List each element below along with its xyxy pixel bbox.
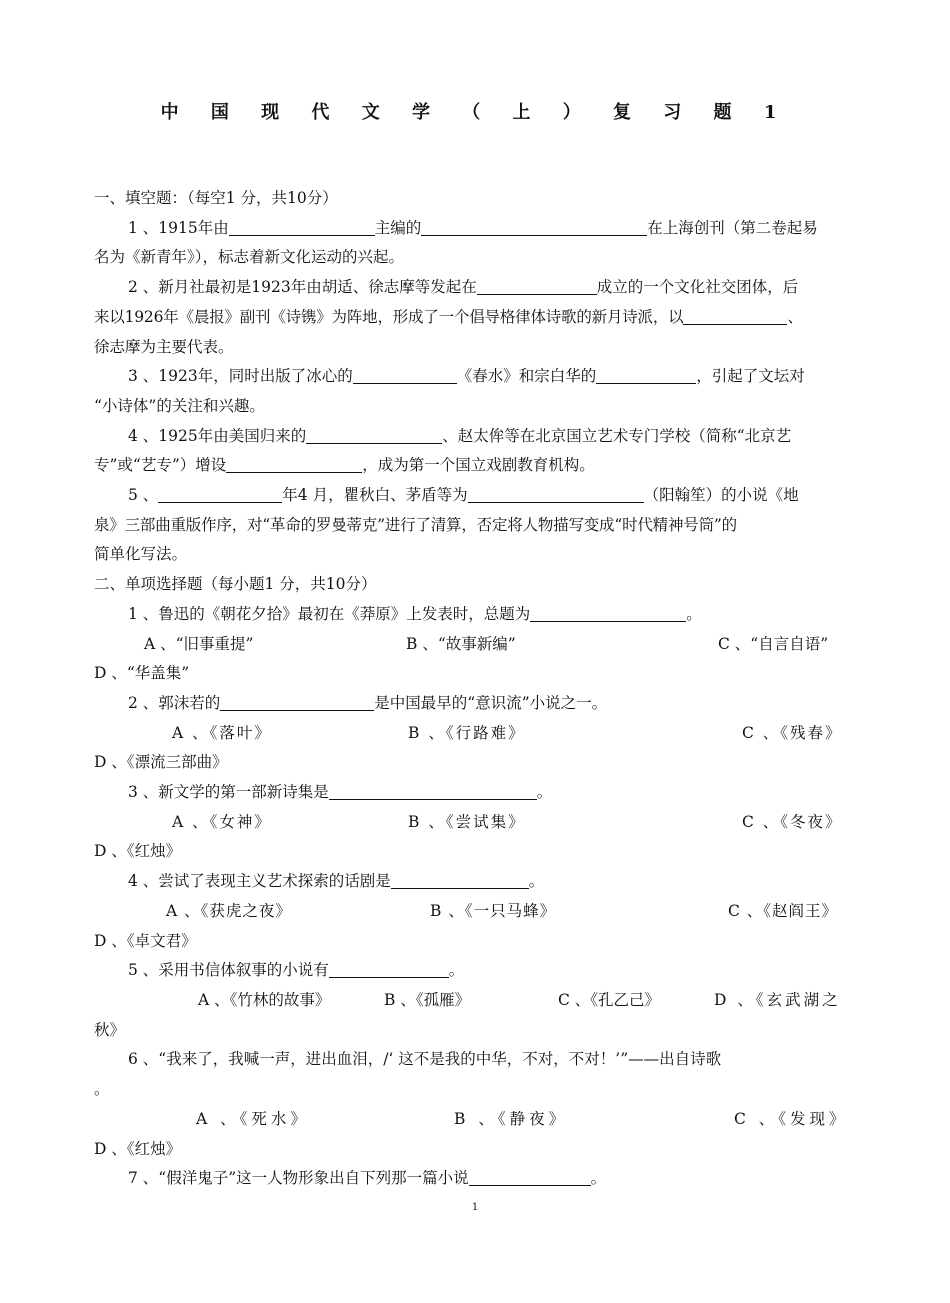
fill-question-2 [94, 273, 860, 303]
option-d: D 、《红烛》 [94, 842, 182, 861]
choice-question-4 [94, 867, 860, 897]
choice-question-1 [94, 600, 860, 630]
document-title: 中 国 现 代 文 学 （ 上 ） 复 习 题 1 [160, 102, 790, 123]
fill-question-2-cont [94, 303, 860, 333]
q-text: 在上海创刊（第二卷起易 [647, 218, 818, 237]
choice-question-2 [94, 689, 860, 719]
q-text: 主编的 [374, 218, 422, 237]
q-text: 1 、鲁迅的《朝花夕拾》最初在《莽原》上发表时，总题为 [128, 604, 531, 623]
q-text: 《春水》和宗白华的 [456, 367, 597, 386]
option-b: B 、《静夜》 [454, 1109, 569, 1128]
option-a: A 、《获虎之夜》 [166, 901, 292, 920]
answer-blank [530, 604, 686, 622]
fill-question-5-end: 简单化写法。 [94, 545, 188, 564]
option-d: D 、“华盖集” [94, 664, 190, 683]
option-c: C 、《孔乙己》 [558, 990, 661, 1009]
answer-blank [158, 485, 282, 503]
option-b: B 、《行路难》 [408, 723, 526, 742]
q-text: 。 [448, 961, 465, 980]
q-text: 4 、尝试了表现主义艺术探索的话剧是 [128, 872, 391, 891]
fill-question-3 [94, 362, 860, 392]
choice-question-6-end: 。 [94, 1080, 110, 1099]
choice-question-3 [94, 778, 860, 808]
answer-blank [469, 1168, 591, 1186]
q-text: 5 、 [128, 486, 159, 505]
choice-options-1 [94, 630, 860, 660]
choice-question-6: 6 、“我来了，我喊一声，进出血泪，/‘ 这不是我的中华，不对，不对！’”——出自诗歌 [128, 1050, 722, 1069]
q-text: 5 、采用书信体叙事的小说有 [128, 961, 329, 980]
option-a: A 、“旧事重提” [144, 634, 254, 653]
answer-blank [226, 455, 362, 473]
option-c: C 、《残春》 [742, 723, 843, 742]
option-c: C 、《赵阎王》 [728, 901, 839, 920]
option-c: C 、《发现》 [734, 1109, 849, 1128]
option-c: C 、“自言自语” [718, 634, 829, 653]
choice-options-2 [94, 719, 860, 749]
answer-blank [329, 960, 449, 978]
choice-options-4 [94, 897, 860, 927]
fill-question-4 [94, 422, 860, 452]
choice-options-3 [94, 808, 860, 838]
answer-blank [683, 307, 787, 325]
section1-heading: 一、填空题：（每空1 分，共10分） [94, 189, 338, 207]
q-text: 来以1926年《晨报》副刊《诗镌》为阵地，形成了一个倡导格律体诗歌的新月诗派，以 [94, 307, 684, 326]
answer-blank [391, 871, 529, 889]
fill-question-5 [94, 481, 860, 511]
answer-blank [306, 426, 442, 444]
q-text: （阳翰笙）的小说《地 [643, 486, 799, 505]
q-text: 。 [528, 872, 545, 891]
option-c: C 、《冬夜》 [742, 812, 843, 831]
q-text: 。 [590, 1169, 607, 1188]
answer-blank [329, 782, 537, 800]
q-text: 。 [686, 604, 702, 623]
q-text: 、赵太侔等在北京国立艺术专门学校（简称“北京艺 [442, 426, 792, 445]
q-text: 成立的一个文化社交团体，后 [596, 278, 799, 297]
fill-question-1-cont: 名为《新青年》），标志着新文化运动的兴起。 [94, 248, 405, 267]
answer-blank [353, 366, 457, 384]
option-d: D 、《卓文君》 [94, 931, 197, 950]
option-b: B 、“故事新编” [406, 634, 516, 653]
answer-blank [596, 366, 696, 384]
q-text: 1 、1915年由 [128, 218, 229, 237]
option-a: A 、《竹林的故事》 [198, 990, 331, 1009]
q-text: 3 、1923年，同时出版了冰心的 [128, 367, 353, 386]
q-text: 4 、1925年由美国归来的 [128, 426, 307, 445]
q-text: 是中国最早的“意识流”小说之一。 [374, 693, 608, 712]
choice-question-5 [94, 956, 860, 986]
fill-question-4-cont [94, 451, 860, 481]
option-a: A 、《女神》 [172, 812, 272, 831]
option-a: A 、《死水》 [196, 1109, 310, 1128]
fill-question-2-end: 徐志摩为主要代表。 [94, 337, 234, 356]
q-text: 3 、新文学的第一部新诗集是 [128, 783, 329, 802]
section2-heading: 二、单项选择题（每小题1 分，共10分） [94, 575, 377, 594]
option-d: D 、《漂流三部曲》 [94, 753, 228, 772]
option-d: D 、《玄武湖之 [714, 990, 841, 1009]
option-b: B 、《尝试集》 [408, 812, 526, 831]
answer-blank [229, 218, 375, 236]
fill-question-3-cont: “小诗体”的关注和兴趣。 [94, 396, 265, 415]
q-text: 。 [536, 783, 553, 802]
answer-blank [468, 485, 644, 503]
q-text: 2 、新月社最初是1923年由胡适、徐志摩等发起在 [128, 278, 477, 297]
option-a: A 、《落叶》 [172, 723, 272, 742]
option-d: D 、《红烛》 [94, 1139, 182, 1158]
choice-options-6 [94, 1105, 860, 1135]
q-text: 、 [787, 307, 803, 326]
option-d-cont: 秋》 [94, 1020, 126, 1039]
q-text: ，引起了文坛对 [696, 367, 805, 386]
choice-question-7 [94, 1164, 860, 1194]
q-text: 7 、“假洋鬼子”这一人物形象出自下列那一篇小说 [128, 1169, 469, 1188]
q-text: 年4 月，瞿秋白、茅盾等为 [282, 486, 468, 505]
fill-question-1 [94, 214, 860, 244]
document-body [94, 184, 860, 1194]
answer-blank [477, 277, 597, 295]
q-text: 2 、郭沫若的 [128, 693, 221, 712]
page-number: 1 [471, 1202, 479, 1213]
q-text: ，成为第一个国立戏剧教育机构。 [362, 456, 595, 475]
answer-blank [220, 693, 374, 711]
option-b: B 、《一只马蜂》 [430, 901, 557, 920]
choice-options-5 [94, 986, 860, 1016]
option-b: B 、《孤雁》 [384, 990, 471, 1009]
fill-question-5-cont: 泉》三部曲重版作序，对“革命的罗曼蒂克”进行了清算，否定将人物描写变成“时代精神号筒”的 [94, 515, 737, 534]
answer-blank [421, 218, 647, 236]
q-text: 专”或“艺专”）增设 [94, 456, 227, 475]
